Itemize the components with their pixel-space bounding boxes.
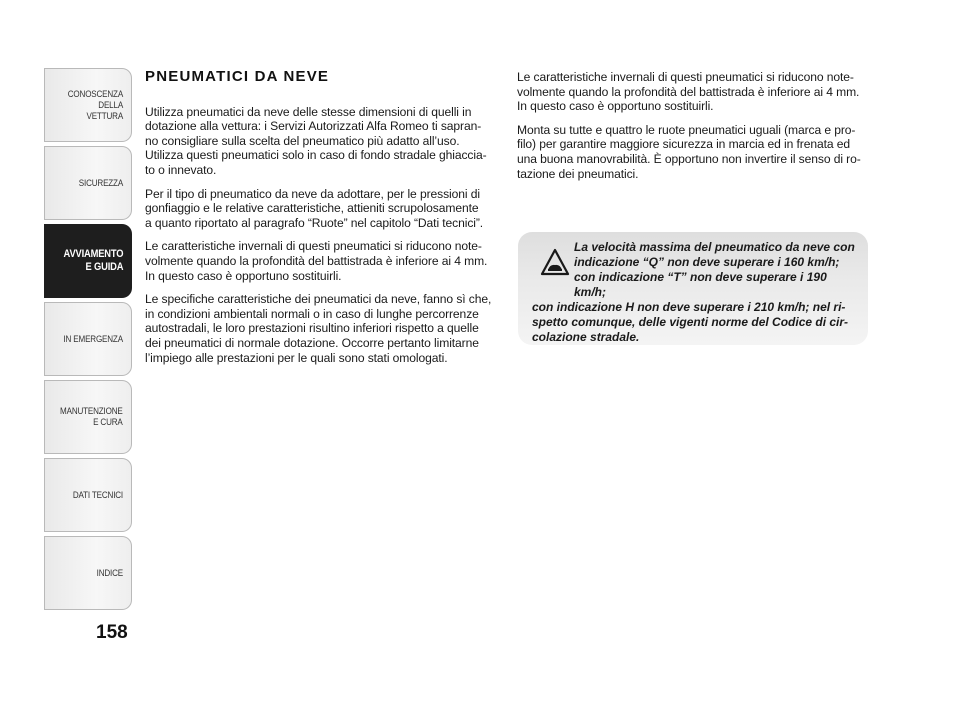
tab-indice[interactable] <box>44 536 132 610</box>
tab-avviamento-e-guida[interactable] <box>44 224 132 298</box>
tab-label: MANUTENZIONE E CURA <box>60 406 123 428</box>
tab-in-emergenza[interactable] <box>44 302 132 376</box>
tab-manutenzione-e-cura[interactable] <box>44 380 132 454</box>
right-column <box>517 70 870 190</box>
paragraph: Le specifiche caratteristiche dei pneumatici da neve, fanno sì che, in condizioni ambientali normali o in caso di lunghe percorrenze autostradali, le loro prestazioni risultino inferiori rispetto a quelle dei pneumatici di normale dotazione. Occorre pertanto limitarne l’impiego alle prestazioni per le quali sono stati omologati. <box>145 292 492 365</box>
tab-conoscenza-della-vettura[interactable] <box>44 68 132 142</box>
page-title: PNEUMATICI DA NEVE <box>145 68 330 85</box>
paragraph: Utilizza questi pneumatici solo in caso di fondo stradale ghiaccia- to o innevato. <box>145 148 487 177</box>
warning-rest: con indicazione H non deve superare i 210 km/h; nel ri- spetto comunque, delle vigenti norme del Codice di cir- colazione stradale. <box>532 300 849 344</box>
paragraph: Le caratteristiche invernali di questi pneumatici si riducono note- volmente quando la profondità del battistrada è inferiore ai 4 mm. In questo caso è opportuno sostituirli. <box>517 70 860 114</box>
paragraph: Le caratteristiche invernali di questi pneumatici si riducono note- volmente quando la profondità del battistrada è inferiore ai 4 mm. In questo caso è opportuno sostituirli. <box>145 239 488 283</box>
left-column <box>145 70 497 374</box>
paragraph: Monta su tutte e quattro le ruote pneumatici uguali (marca e pro- filo) per garantire maggiore sicurezza in marcia ed in frenata ed una buona manovrabilità. È opportuno non invertire il senso di ro- tazione dei pneumatici. <box>517 122 861 181</box>
warning-line: La velocità massima del pneumatico da neve con <box>574 240 855 254</box>
tab-label: AVVIAMENTO E GUIDA <box>63 248 123 273</box>
warning-triangle-icon <box>540 248 570 276</box>
tab-sicurezza[interactable] <box>44 146 132 220</box>
paragraph: Utilizza pneumatici da neve delle stesse dimensioni di quelli in dotazione alla vettura: i Servizi Autorizzati Alfa Romeo ti sapran- no consigliare sulla scelta del pneumatico più adatto all’uso. <box>145 104 482 148</box>
tab-label: IN EMERGENZA <box>63 333 123 345</box>
tab-label: SICUREZZA <box>78 177 123 189</box>
warning-box <box>518 232 868 345</box>
warning-text <box>532 240 856 345</box>
tab-label: INDICE <box>96 567 123 579</box>
page-number: 158 <box>96 622 128 643</box>
paragraph: Per il tipo di pneumatico da neve da adottare, per le pressioni di gonfiaggio e le relative caratteristiche, attieniti scrupolosamente a quanto riportato al paragrafo “Ruote” nel capitolo “Dati tecnici”. <box>145 186 484 230</box>
tab-dati-tecnici[interactable] <box>44 458 132 532</box>
tab-label: DATI TECNICI <box>72 489 123 501</box>
warning-line: con indicazione “T” non deve superare i 190 km/h; <box>574 270 827 299</box>
warning-line: indicazione “Q” non deve superare i 160 km/h; <box>574 255 840 269</box>
tab-label: CONOSCENZA DELLA VETTURA <box>67 88 123 122</box>
